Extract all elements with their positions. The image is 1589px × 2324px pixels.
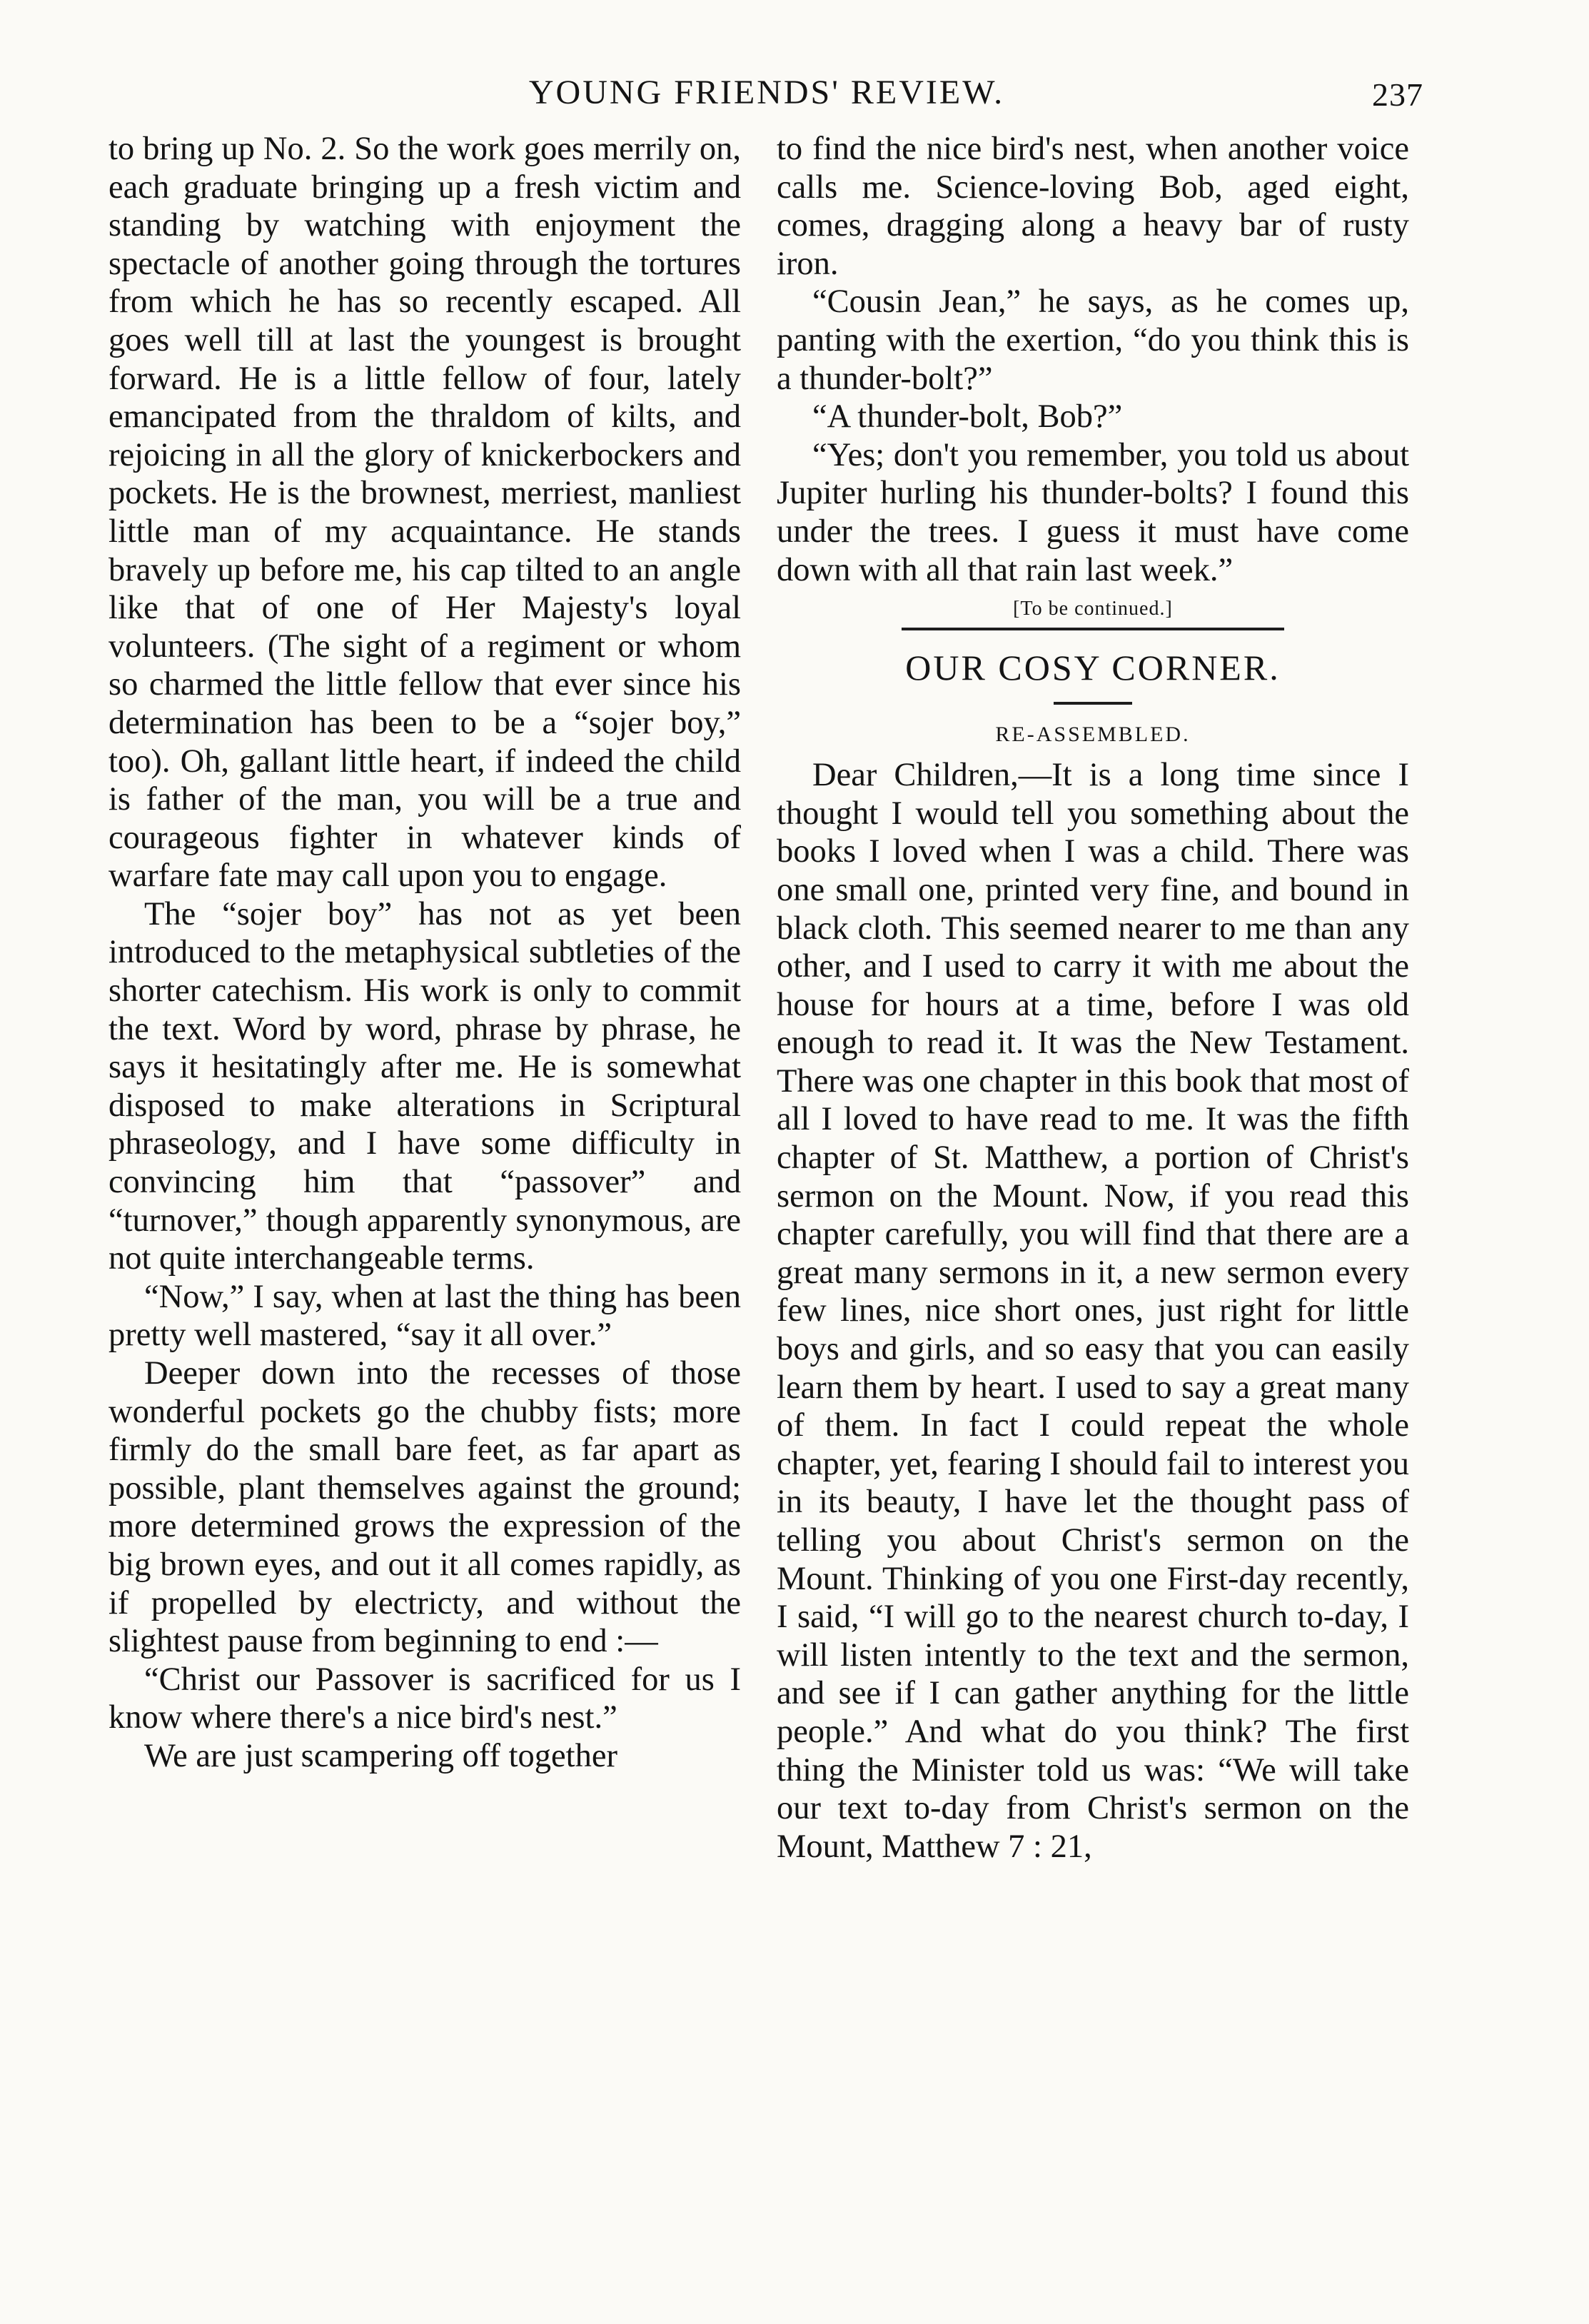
section-title: OUR COSY CORNER.	[905, 648, 1281, 688]
journal-title: YOUNG FRIENDS' REVIEW.	[528, 74, 1005, 111]
paragraph: We are just scampering off together	[144, 1737, 617, 1774]
paragraph: “Christ our Passover is sacrificed for us I know where there's a nice bird's nest.”	[109, 1661, 741, 1736]
paragraph: to find the nice bird's nest, when another voice calls me. Science-loving Bob, aged eight, comes, dragging along a heavy bar of rusty iron.	[777, 131, 1409, 282]
paragraph: The “sojer boy” has not as yet been introduced to the metaphysical subtleties of the shorter catechism. His work is only to commit the text. Word by word, phrase by phrase, he says it hesitatingly after me. He is somewhat disposed to make alterations in Scriptural phraseology, and I have some difficulty in convincing him that “passover” and “turnover,” though apparently synonymous, are not quite interchangeable terms.	[109, 895, 741, 1277]
right-column	[777, 130, 1409, 1866]
section-subtitle: RE-ASSEMBLED.	[995, 723, 1191, 747]
page-number: 237	[1372, 76, 1423, 113]
paragraph: “Cousin Jean,” he says, as he comes up, panting with the exertion, “do you think this is a thunder-bolt?”	[777, 283, 1409, 397]
left-column	[109, 130, 741, 1776]
paragraph: “A thunder-bolt, Bob?”	[812, 398, 1123, 436]
title-divider	[1054, 702, 1132, 705]
paragraph: Dear Children,—It is a long time since I thought I would tell you something about the books I loved when I was a child. There was one small one, printed very fine, and bound in black cloth. This seemed nearer to me than any other, and I used to carry it with me about the house for hours at a time, before I was old enough to read it. It was the New Testament. There was one chapter in this book that most of all I loved to have read to me. It was the fifth chapter of St. Matthew, a portion of Christ's sermon on the Mount. Now, if you read this chapter carefully, you will find that there are a great many sermons in it, a new sermon every few lines, nice short ones, just right for little boys and girls, and so easy that you can easily learn them by heart. I used to say a great many of them. In fact I could repeat the whole chapter, yet, fearing I should fail to interest you in its beauty, I have let the thought pass of telling you about Christ's sermon on the Mount. Thinking of you one First-day recently, I said, “I will go to the nearest church to-day, I will listen intently to the text and the sermon, and see if I can gather anything for the little people.” And what do you think? The first thing the Minister told us was: “We will take our text to-day from Christ's sermon on the Mount, Matthew 7 : 21,	[777, 757, 1409, 1865]
continued-note: [To be continued.]	[1013, 598, 1173, 620]
paragraph: “Yes; don't you remember, you told us about Jupiter hurling his thunder-bolts? I found this under the trees. I guess it must have come down with all that rain last week.”	[777, 436, 1409, 588]
section-divider	[902, 628, 1284, 630]
paragraph: “Now,” I say, when at last the thing has been pretty well mastered, “say it all over.”	[109, 1278, 741, 1354]
paragraph: to bring up No. 2. So the work goes merrily on, each graduate bringing up a fresh victim and standing by watching with enjoyment the spectacle of another going through the tortures from which he has so recently escaped. All goes well till at last the youngest is brought forward. He is a little fellow of four, lately emancipated from the thraldom of kilts, and rejoicing in all the glory of knickerbockers and pockets. He is the brownest, merriest, manliest little man of my acquaintance. He stands bravely up before me, his cap tilted to an angle like that of one of Her Majesty's loyal volunteers. (The sight of a regiment or whom so charmed the little fellow that ever since his determination has been to be a “sojer boy,” too). Oh, gallant little heart, if indeed the child is father of the man, you will be a true and courageous fighter in whatever kinds of warfare fate may call upon you to engage.	[109, 131, 741, 895]
running-head	[110, 69, 1423, 119]
paragraph: Deeper down into the recesses of those wonderful pockets go the chubby fists; more firmly do the small bare feet, as far apart as possible, plant themselves against the ground; more determined grows the expression of the big brown eyes, and out it all comes rapidly, as if propelled by electricty, and without the slightest pause from beginning to end :—	[109, 1355, 741, 1660]
